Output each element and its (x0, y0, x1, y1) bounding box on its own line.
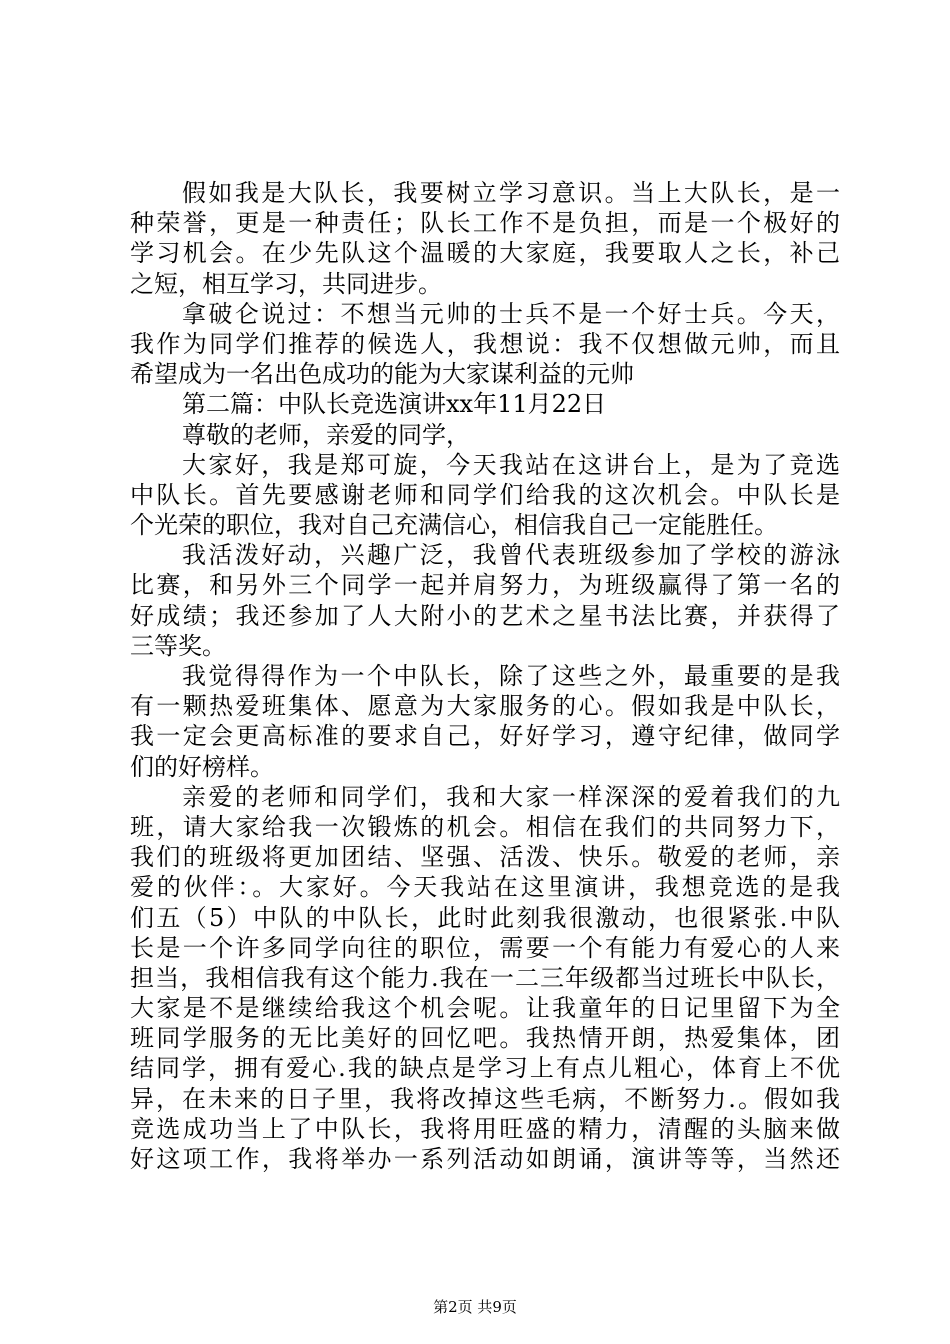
text-line: 大家是不是继续给我这个机会呢。让我童年的日记里留下为全 (130, 994, 840, 1023)
text-line: 长是一个许多同学向往的职位，需要一个有能力有爱心的人来 (130, 933, 840, 962)
text-line: 大家好，我是郑可旋，今天我站在这讲台上，是为了竞选 (182, 450, 840, 479)
salutation: 尊敬的老师，亲爱的同学， (182, 420, 470, 449)
text-line: 三等奖。 (130, 631, 226, 660)
text-line: 之短，相互学习，共同进步。 (130, 269, 442, 298)
text-line: 竞选成功当上了中队长，我将用旺盛的精力，清醒的头脑来做 (130, 1114, 840, 1143)
text-line: 有一颗热爱班集体、愿意为大家服务的心。假如我是中队长， (130, 692, 840, 721)
section-heading: 第二篇：中队长竞选演讲xx年11月22日 (182, 390, 607, 419)
page-number-footer: 第2页 共9页 (433, 1298, 517, 1316)
text-line: 中队长。首先要感谢老师和同学们给我的这次机会。中队长是 (130, 480, 840, 509)
text-line: 比赛，和另外三个同学一起并肩努力，为班级赢得了第一名的 (130, 571, 840, 600)
text-line: 种荣誉，更是一种责任；队长工作不是负担，而是一个极好的 (130, 209, 840, 238)
text-line: 假如我是大队长，我要树立学习意识。当上大队长，是一 (182, 179, 840, 207)
text-line: 结同学，拥有爱心.我的缺点是学习上有点儿粗心，体育上不优 (130, 1054, 840, 1083)
text-line: 我作为同学们推荐的候选人，我想说：我不仅想做元帅，而且 (130, 329, 840, 358)
text-line: 我们的班级将更加团结、坚强、活泼、快乐。敬爱的老师，亲 (130, 843, 840, 872)
text-line: 拿破仑说过：不想当元帅的士兵不是一个好士兵。今天， (182, 299, 840, 328)
text-line: 好成绩；我还参加了人大附小的艺术之星书法比赛，并获得了 (130, 601, 840, 630)
text-line: 好这项工作，我将举办一系列活动如朗诵，演讲等等，当然还 (130, 1145, 840, 1173)
text-line: 们五（5）中队的中队长，此时此刻我很激动，也很紧张.中队 (130, 903, 840, 932)
document-body (130, 178, 840, 1174)
text-line: 我一定会更高标准的要求自己，好好学习，遵守纪律，做同学 (130, 722, 840, 751)
text-line: 班，请大家给我一次锻炼的机会。相信在我们的共同努力下， (130, 812, 840, 841)
text-line: 担当，我相信我有这个能力.我在一二三年级都当过班长中队长， (130, 963, 840, 992)
text-line: 希望成为一名出色成功的能为大家谋利益的元帅 (130, 360, 634, 389)
text-line: 我活泼好动，兴趣广泛，我曾代表班级参加了学校的游泳 (182, 541, 840, 570)
text-line: 们的好榜样。 (130, 752, 274, 781)
text-line: 我觉得得作为一个中队长，除了这些之外，最重要的是我 (182, 662, 840, 690)
text-line: 学习机会。在少先队这个温暖的大家庭，我要取人之长，补己 (130, 239, 840, 268)
text-line: 爱的伙伴：。大家好。今天我站在这里演讲，我想竞选的是我 (130, 873, 840, 902)
text-line: 亲爱的老师和同学们，我和大家一样深深的爱着我们的九 (182, 782, 840, 811)
text-line: 班同学服务的无比美好的回忆吧。我热情开朗，热爱集体，团 (130, 1024, 840, 1053)
text-line: 异，在未来的日子里，我将改掉这些毛病，不断努力.。假如我 (130, 1084, 840, 1113)
text-line: 个光荣的职位，我对自己充满信心，相信我自己一定能胜任。 (130, 511, 778, 540)
